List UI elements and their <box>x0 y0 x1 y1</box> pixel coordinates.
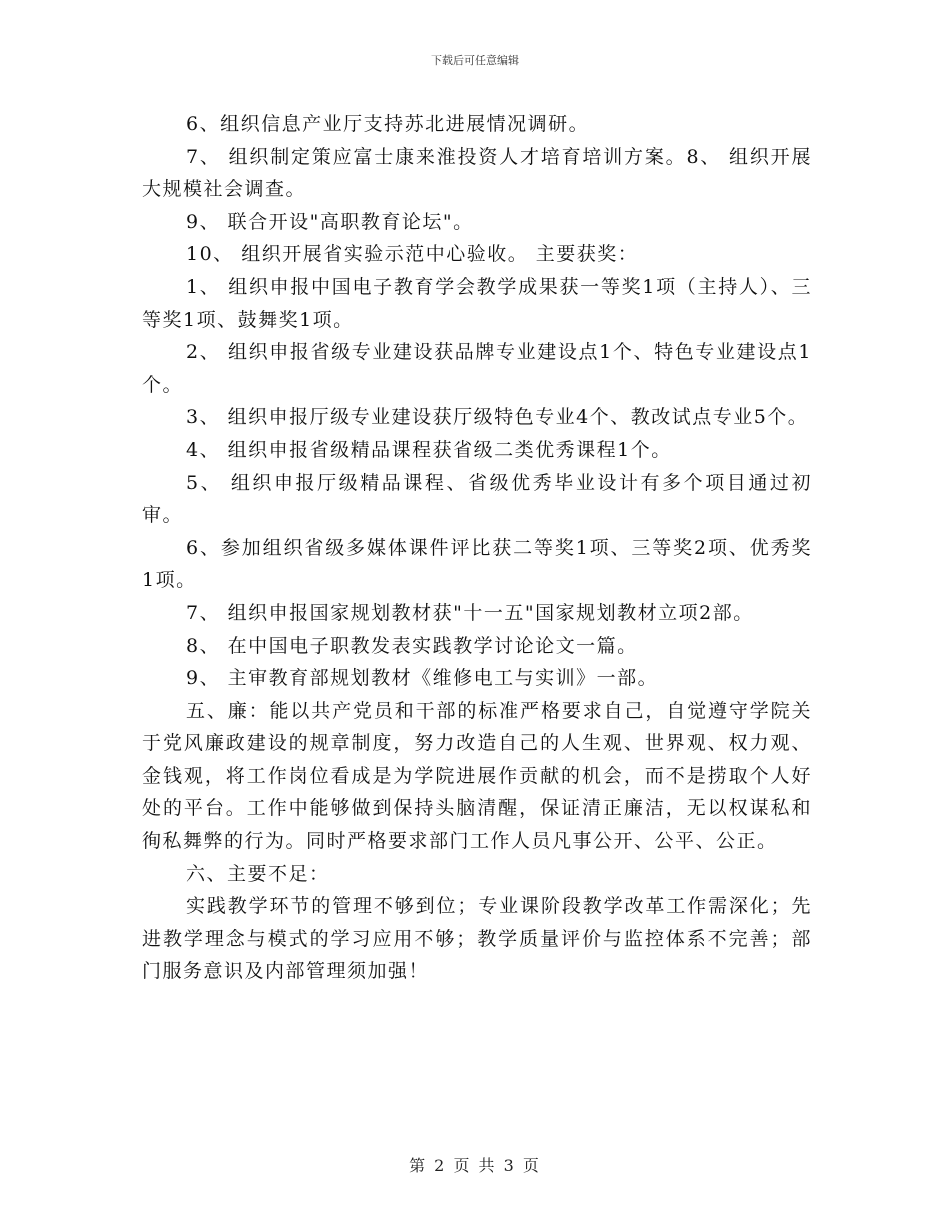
paragraph-award-9: 9、 主审教育部规划教材《维修电工与实训》一部。 <box>186 667 659 690</box>
paragraph-award-7: 7、 组织申报国家规划教材获"十一五"国家规划教材立项2部。 <box>186 601 754 624</box>
paragraph-item-9-forum: 9、 联合开设"高职教育论坛"。 <box>186 210 474 233</box>
paragraph-shortcomings: 实践教学环节的管理不够到位；专业课阶段教学改革工作需深化；先进教学理念与模式的学习应用不够；教学质量评价与监控体系不完善；部门服务意识及内部管理须加强！ <box>142 895 812 983</box>
page-header: 下载后可任意编辑 <box>431 54 519 67</box>
paragraph-award-3: 3、 组织申报厅级专业建设获厅级特色专业4个、教改试点专业5个。 <box>186 406 809 429</box>
paragraph-integrity: 五、廉：能以共产党员和干部的标准严格要求自己，自觉遵守学院关于党风廉政建设的规章制度，努力改造自己的人生观、世界观、权力观、金钱观，将工作岗位看成是为学院进展作贡献的机会，而不是捞取个人好处的平台。工作中能够做到保持头脑清醒，保证清正廉洁，无以权谋私和徇私舞弊的行为。同时严格要求部门工作人员凡事公开、公平、公正。 <box>142 699 812 853</box>
paragraph-award-4: 4、 组织申报省级精品课程获省级二类优秀课程1个。 <box>186 438 672 461</box>
paragraph-item-6-research: 6、组织信息产业厅支持苏北进展情况调研。 <box>186 113 590 135</box>
paragraph-item-7-training-plan: 7、 组织制定策应富士康来淮投资人才培育培训方案。8、 组织开展大规模社会调查。 <box>142 145 812 201</box>
paragraph-shortcomings-heading: 六、主要不足： <box>186 862 330 885</box>
paragraph-award-2: 2、 组织申报省级专业建设获品牌专业建设点1个、特色专业建设点1个。 <box>142 341 812 396</box>
paragraph-award-5: 5、 组织申报厅级精品课程、省级优秀毕业设计有多个项目通过初审。 <box>142 471 812 527</box>
paragraph-award-8: 8、 在中国电子职教发表实践教学讨论论文一篇。 <box>186 634 638 657</box>
paragraph-item-10-acceptance: 10、 组织开展省实验示范中心验收。 主要获奖： <box>186 243 639 266</box>
paragraph-award-1: 1、 组织申报中国电子教育学会教学成果获一等奖1项（主持人）、三等奖1项、鼓舞奖1项。 <box>142 275 812 331</box>
document-body <box>142 108 812 988</box>
paragraph-award-6: 6、参加组织省级多媒体课件评比获二等奖1项、三等奖2项、优秀奖1项。 <box>142 536 812 592</box>
page-footer: 第 2 页 共 3 页 <box>409 1156 541 1175</box>
